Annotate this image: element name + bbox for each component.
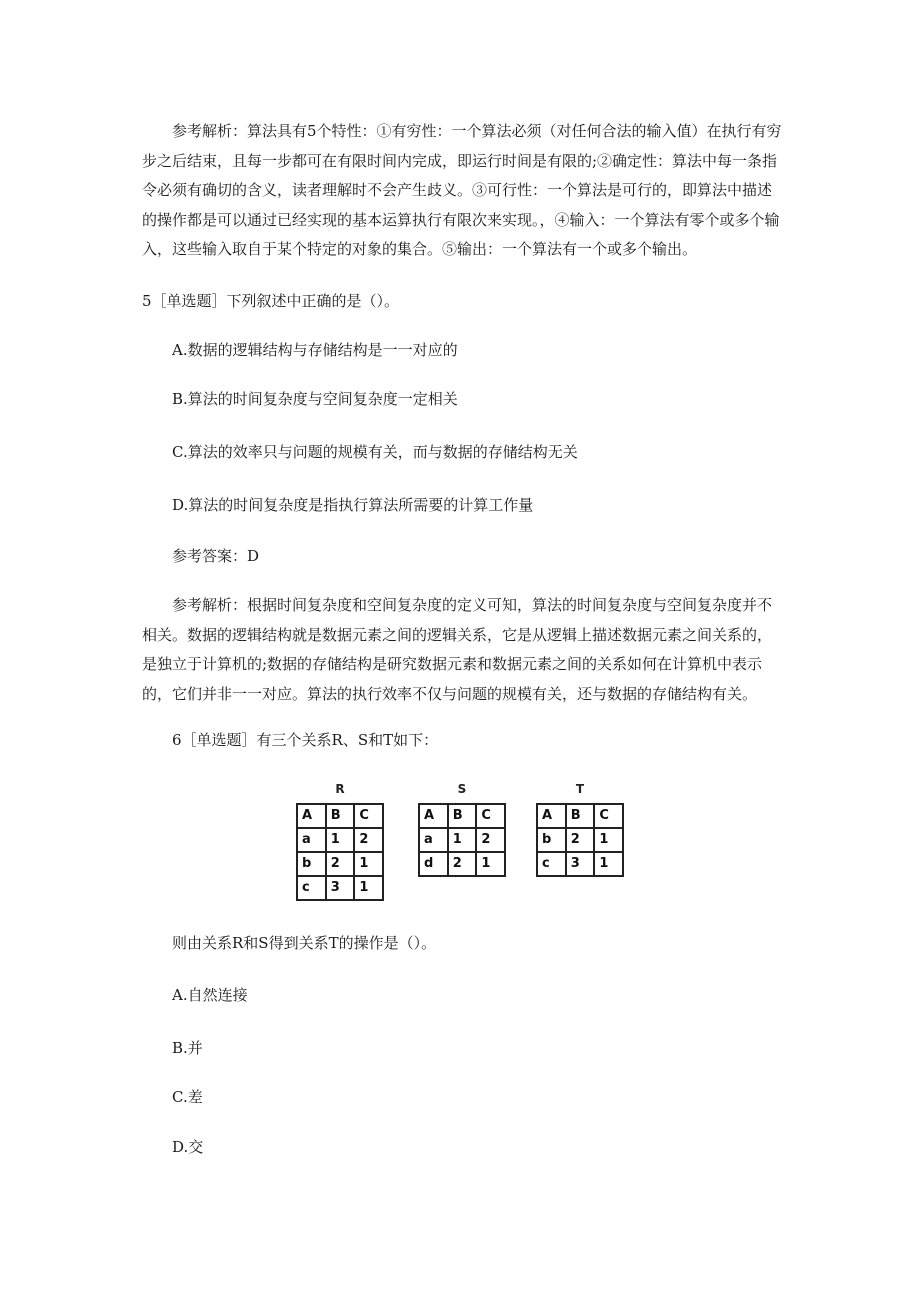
table-cell: 1 bbox=[354, 852, 383, 876]
question-6-option-c: C.差 bbox=[172, 1088, 203, 1106]
question-6-option-d: D.交 bbox=[172, 1138, 204, 1156]
table-cell: d bbox=[419, 852, 448, 876]
table-cell: 1 bbox=[448, 828, 477, 852]
table-row bbox=[297, 852, 383, 876]
table-cell: b bbox=[297, 852, 326, 876]
table-cell: 2 bbox=[566, 828, 595, 852]
table-cell: B bbox=[448, 804, 477, 828]
relation-s-name: S bbox=[457, 782, 467, 796]
table-cell: c bbox=[297, 876, 326, 900]
relation-r-table bbox=[296, 803, 384, 901]
question-5-option-d: D.算法的时间复杂度是指执行算法所需要的计算工作量 bbox=[172, 496, 534, 514]
table-cell: 1 bbox=[594, 828, 623, 852]
relation-s-table bbox=[418, 803, 506, 877]
question-6-prompt: 则由关系R和S得到关系T的操作是（）。 bbox=[172, 934, 437, 952]
table-cell: 3 bbox=[326, 876, 355, 900]
question-5-option-c: C.算法的效率只与问题的规模有关，而与数据的存储结构无关 bbox=[172, 443, 578, 461]
table-cell: C bbox=[354, 804, 383, 828]
question-6-stem: 6［单选题］有三个关系R、S和T如下： bbox=[172, 731, 439, 749]
relation-t-name: T bbox=[575, 782, 585, 796]
question-5-option-a: A.数据的逻辑结构与存储结构是一一对应的 bbox=[172, 341, 458, 359]
table-cell: 1 bbox=[476, 852, 505, 876]
table-cell: 1 bbox=[354, 876, 383, 900]
analysis-paragraph-q4: 参考解析：算法具有5个特性：①有穷性：一个算法必须（对任何合法的输入值）在执行有穷步之后结束，且每一步都可在有限时间内完成，即运行时间是有限的;②确定性：算法中每一条指令必须有确切的含义，读者理解时不会产生歧义。③可行性：一个算法是可行的，即算法中描述的操作都是可以通过已经实现的基本运算执行有限次来实现。，④输入：一个算法有零个或多个输入，这些输入取自于某个特定的对象的集合。⑤输出：一个算法有一个或多个输出。 bbox=[142, 122, 782, 258]
question-6-option-a: A.自然连接 bbox=[172, 986, 248, 1004]
table-cell: b bbox=[537, 828, 566, 852]
table-row bbox=[297, 876, 383, 900]
table-cell: C bbox=[594, 804, 623, 828]
question-6-option-b: B.并 bbox=[172, 1039, 203, 1057]
analysis-paragraph-q5: 参考解析：根据时间复杂度和空间复杂度的定义可知，算法的时间复杂度与空间复杂度并不相关。数据的逻辑结构就是数据元素之间的逻辑关系，它是从逻辑上描述数据元素之间关系的，是独立于计算机的;数据的存储结构是研究数据元素和数据元素之间的关系如何在计算机中表示的，它们并非一一对应。算法的执行效率不仅与问题的规模有关，还与数据的存储结构有关。 bbox=[142, 596, 773, 703]
table-cell: A bbox=[419, 804, 448, 828]
table-cell: a bbox=[297, 828, 326, 852]
table-row bbox=[537, 852, 623, 876]
table-cell: 2 bbox=[448, 852, 477, 876]
table-row bbox=[537, 828, 623, 852]
table-cell: B bbox=[326, 804, 355, 828]
table-cell: B bbox=[566, 804, 595, 828]
question-5-stem: 5［单选题］下列叙述中正确的是（）。 bbox=[142, 292, 400, 310]
question-5-option-b: B.算法的时间复杂度与空间复杂度一定相关 bbox=[172, 390, 458, 408]
table-cell: 2 bbox=[476, 828, 505, 852]
table-row bbox=[537, 804, 623, 828]
table-cell: A bbox=[297, 804, 326, 828]
table-row bbox=[419, 852, 505, 876]
table-cell: 2 bbox=[326, 852, 355, 876]
table-cell: a bbox=[419, 828, 448, 852]
table-row bbox=[297, 828, 383, 852]
table-cell: c bbox=[537, 852, 566, 876]
table-row bbox=[419, 804, 505, 828]
relation-r-name: R bbox=[335, 782, 345, 796]
question-5-answer: 参考答案：D bbox=[172, 547, 260, 565]
table-cell: A bbox=[537, 804, 566, 828]
table-cell: 1 bbox=[594, 852, 623, 876]
table-cell: 3 bbox=[566, 852, 595, 876]
relations-figure bbox=[296, 782, 626, 894]
table-row bbox=[419, 828, 505, 852]
table-cell: 2 bbox=[354, 828, 383, 852]
table-cell: C bbox=[476, 804, 505, 828]
table-cell: 1 bbox=[326, 828, 355, 852]
table-row bbox=[297, 804, 383, 828]
relation-t-table bbox=[536, 803, 624, 877]
